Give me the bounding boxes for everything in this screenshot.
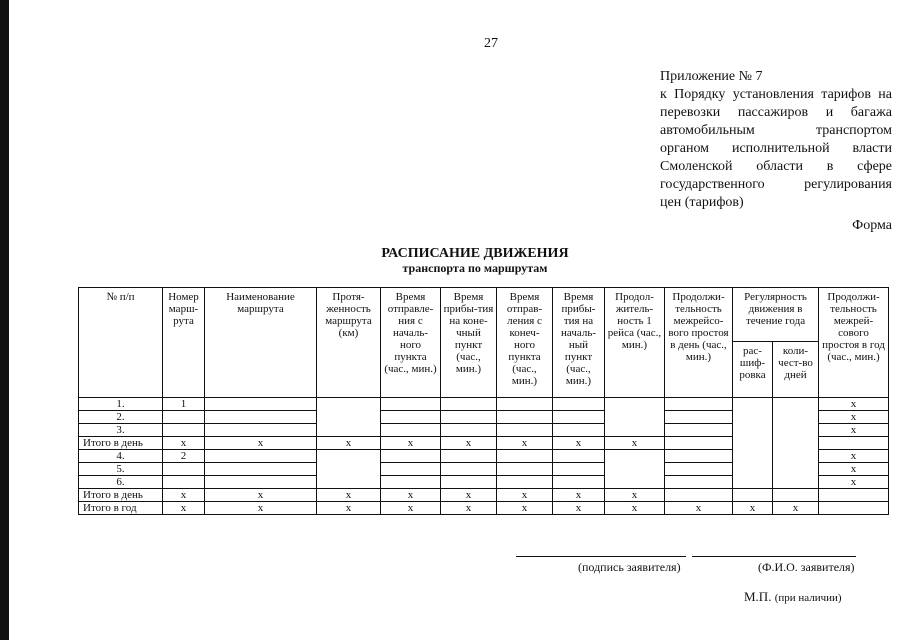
total-day-label: Итого в день — [79, 489, 163, 502]
row-num: 1. — [79, 398, 163, 411]
cell — [665, 411, 733, 424]
cell — [773, 398, 819, 489]
cell — [205, 450, 317, 463]
table-row — [79, 398, 889, 411]
row-x: x — [819, 424, 889, 437]
cell — [381, 424, 441, 437]
document-title: РАСПИСАНИЕ ДВИЖЕНИЯ — [381, 246, 569, 261]
x-mark: x — [163, 489, 205, 502]
cell — [381, 450, 441, 463]
cell — [441, 424, 497, 437]
header-dep-final: Время отправ-ления с конеч-ного пункта (час., мин.) — [497, 288, 553, 398]
cell — [497, 424, 553, 437]
cell — [441, 450, 497, 463]
x-mark: x — [605, 437, 665, 450]
cell — [381, 398, 441, 411]
cell — [819, 502, 889, 515]
cell — [497, 398, 553, 411]
total-year-label: Итого в год — [79, 502, 163, 515]
cell — [441, 411, 497, 424]
cell — [553, 398, 605, 411]
header-interrun-day: Продолжи-тельность межрейсо-вого простоя в день (час., мин.) — [665, 288, 733, 398]
row-route — [163, 424, 205, 437]
x-mark: x — [665, 502, 733, 515]
cell — [665, 424, 733, 437]
page-number: 27 — [484, 36, 498, 51]
cell — [665, 476, 733, 489]
row-route — [163, 463, 205, 476]
cell — [665, 450, 733, 463]
cell — [665, 398, 733, 411]
cell — [205, 476, 317, 489]
name-caption: (Ф.И.О. заявителя) — [758, 560, 855, 574]
row-num: 3. — [79, 424, 163, 437]
header-regularity-schedule: рас-шиф-ровка — [733, 342, 773, 398]
stamp-note: (при наличии) — [774, 592, 842, 604]
row-route — [163, 476, 205, 489]
cell — [381, 463, 441, 476]
x-mark: x — [205, 489, 317, 502]
cell — [317, 450, 381, 489]
x-mark: x — [381, 502, 441, 515]
row-num: 5. — [79, 463, 163, 476]
cell — [819, 437, 889, 450]
cell — [733, 489, 773, 502]
signature-line — [516, 556, 686, 557]
cell — [441, 476, 497, 489]
cell — [381, 476, 441, 489]
x-mark: x — [317, 489, 381, 502]
annex-line: перевозки пассажиров и багажа — [660, 105, 892, 120]
cell — [205, 411, 317, 424]
row-num: 6. — [79, 476, 163, 489]
cell — [665, 489, 733, 502]
annex-line: Приложение № 7 — [660, 69, 763, 84]
x-mark: x — [497, 489, 553, 502]
annex-line: к Порядку установления тарифов на — [660, 87, 892, 102]
cell — [317, 398, 381, 437]
annex-reference — [660, 68, 892, 212]
cell — [441, 398, 497, 411]
row-route — [163, 411, 205, 424]
x-mark: x — [605, 502, 665, 515]
cell — [553, 463, 605, 476]
cell — [605, 398, 665, 437]
annex-line: Смоленской области в сфере — [660, 159, 892, 174]
x-mark: x — [605, 489, 665, 502]
cell — [441, 463, 497, 476]
x-mark: x — [317, 502, 381, 515]
cell — [553, 476, 605, 489]
cell — [497, 463, 553, 476]
annex-line: автомобильным транспортом — [660, 123, 892, 138]
schedule-table — [78, 287, 889, 515]
x-mark: x — [163, 437, 205, 450]
x-mark: x — [553, 489, 605, 502]
cell — [553, 450, 605, 463]
header-regularity-days: коли-чест-во дней — [773, 342, 819, 398]
header-length: Протя-женность маршрута (км) — [317, 288, 381, 398]
cell — [553, 411, 605, 424]
cell — [497, 411, 553, 424]
header-arr-initial: Время прибы-тия на началь-ный пункт (час., мин.) — [553, 288, 605, 398]
cell — [205, 424, 317, 437]
x-mark: x — [381, 437, 441, 450]
x-mark: x — [773, 502, 819, 515]
row-num: 2. — [79, 411, 163, 424]
x-mark: x — [441, 437, 497, 450]
total-day-label: Итого в день — [79, 437, 163, 450]
x-mark: x — [553, 437, 605, 450]
cell — [665, 463, 733, 476]
header-arr-final: Время прибы-тия на коне-чный пункт (час., мин.) — [441, 288, 497, 398]
header-route-number: Номер марш-рута — [163, 288, 205, 398]
x-mark: x — [497, 437, 553, 450]
header-dep-initial: Время отправле-ния с началь-ного пункта (час., мин.) — [381, 288, 441, 398]
total-day-row — [79, 489, 889, 502]
annex-line: органом исполнительной власти — [660, 141, 892, 156]
row-num: 4. — [79, 450, 163, 463]
x-mark: x — [553, 502, 605, 515]
stamp-label: М.П. — [744, 589, 772, 604]
cell — [773, 489, 819, 502]
x-mark: x — [381, 489, 441, 502]
signature-caption: (подпись заявителя) — [578, 560, 681, 574]
row-x: x — [819, 398, 889, 411]
header-regularity: Регулярность движения в течение года — [733, 288, 819, 342]
cell — [553, 424, 605, 437]
row-route: 1 — [163, 398, 205, 411]
stamp-placeholder — [744, 589, 842, 605]
x-mark: x — [205, 437, 317, 450]
cell — [733, 398, 773, 489]
cell — [497, 476, 553, 489]
row-x: x — [819, 463, 889, 476]
x-mark: x — [441, 502, 497, 515]
row-x: x — [819, 476, 889, 489]
cell — [205, 463, 317, 476]
x-mark: x — [733, 502, 773, 515]
annex-line: государственного регулирования — [660, 177, 892, 192]
document-subtitle: транспорта по маршрутам — [402, 261, 548, 275]
x-mark: x — [205, 502, 317, 515]
name-line — [692, 556, 856, 557]
x-mark: x — [317, 437, 381, 450]
scan-binding-edge — [0, 0, 9, 640]
cell — [819, 489, 889, 502]
row-x: x — [819, 411, 889, 424]
header-interrun-year: Продолжи-тельность межрей-сового простоя в год (час., мин.) — [819, 288, 889, 398]
header-trip-duration: Продол-житель-ность 1 рейса (час., мин.) — [605, 288, 665, 398]
annex-line: цен (тарифов) — [660, 195, 744, 210]
cell — [665, 437, 733, 450]
cell — [381, 411, 441, 424]
form-label: Форма — [852, 218, 892, 233]
cell — [205, 398, 317, 411]
header-route-name: Наименование маршрута — [205, 288, 317, 398]
x-mark: x — [497, 502, 553, 515]
row-route: 2 — [163, 450, 205, 463]
cell — [497, 450, 553, 463]
total-year-row — [79, 502, 889, 515]
row-x: x — [819, 450, 889, 463]
x-mark: x — [441, 489, 497, 502]
header-num: № п/п — [79, 288, 163, 398]
x-mark: x — [163, 502, 205, 515]
cell — [605, 450, 665, 489]
